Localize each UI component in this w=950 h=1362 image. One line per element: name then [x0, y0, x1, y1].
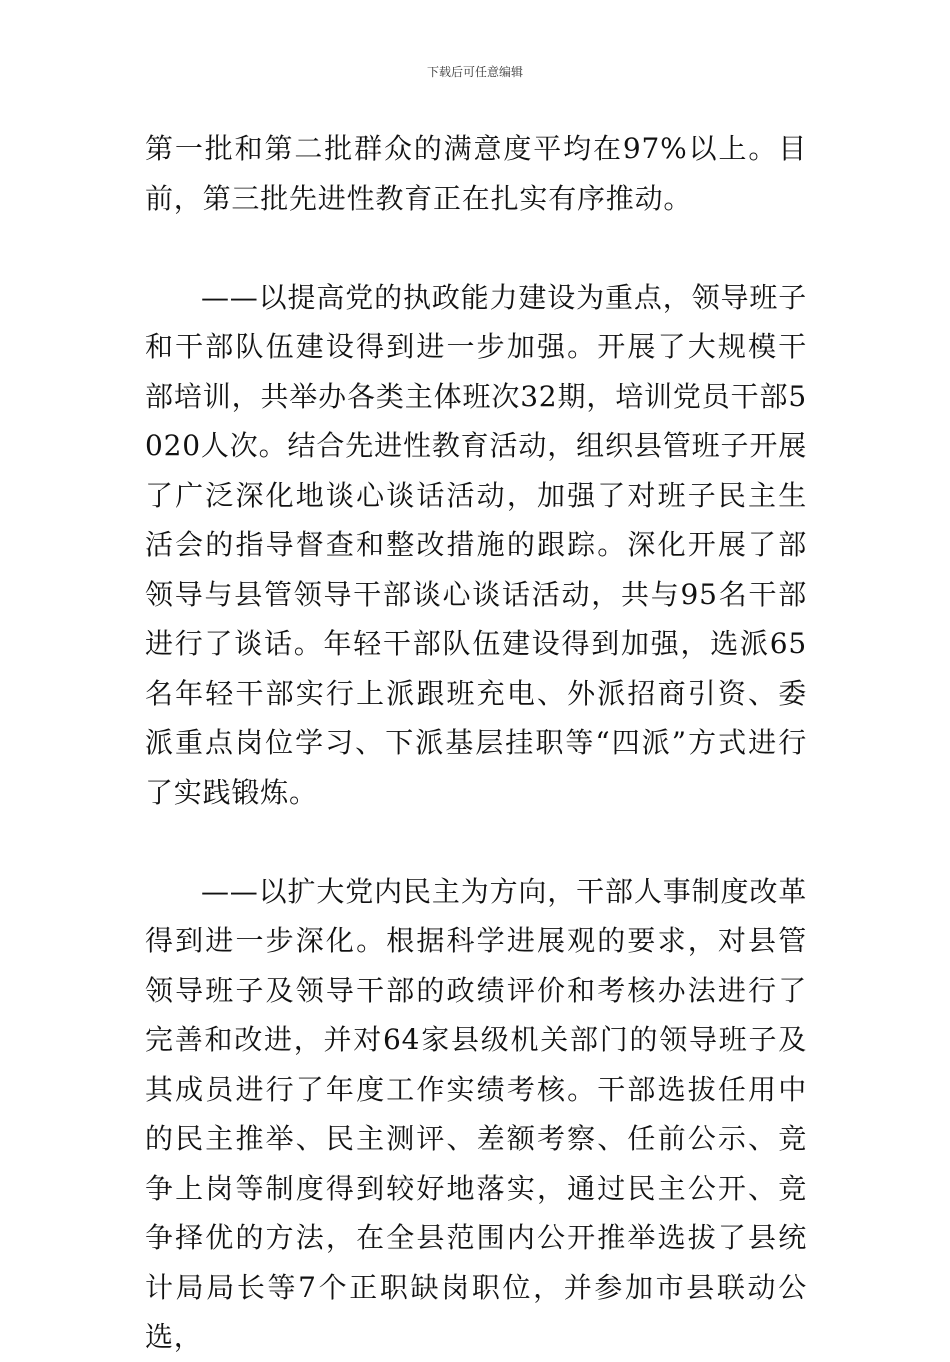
paragraph-3: ——以扩大党内民主为方向，干部人事制度改革得到进一步深化。根据科学进展观的要求，对县管领导班子及领导干部的政绩评价和考核办法进行了完善和改进，并对64家县级机关部门的领导班子及其成员进行了年度工作实绩考核。干部选拔任用中的民主推举、民主测评、差额考察、任前公示、竞争上岗等制度得到较好地落实，通过民主公开、竞争择优的方法，在全县范围内公开推举选拔了县统计局局长等7个正职缺岗职位，并参加市县联动公选，: [145, 874, 807, 1353]
page-header-note: 下载后可任意编辑: [426, 65, 523, 79]
paragraph-2: ——以提高党的执政能力建设为重点，领导班子和干部队伍建设得到进一步加强。开展了大规模干部培训，共举办各类主体班次32期，培训党员干部5020人次。结合先进性教育活动，组织县管班子开展了广泛深化地谈心谈话活动，加强了对班子民主生活会的指导督查和整改措施的跟踪。深化开展了部领导与县管领导干部谈心谈话活动，共与95名干部进行了谈话。年轻干部队伍建设得到加强，选派65名年轻干部实行上派跟班充电、外派招商引资、委派重点岗位学习、下派基层挂职等“四派”方式进行了实践锻炼。: [145, 280, 807, 809]
paragraph-gap: [145, 817, 807, 867]
paragraph-1: 第一批和第二批群众的满意度平均在97%以上。目前，第三批先进性教育正在扎实有序推动。: [145, 132, 807, 215]
paragraph-gap: [145, 223, 807, 273]
document-body: [145, 124, 807, 1362]
